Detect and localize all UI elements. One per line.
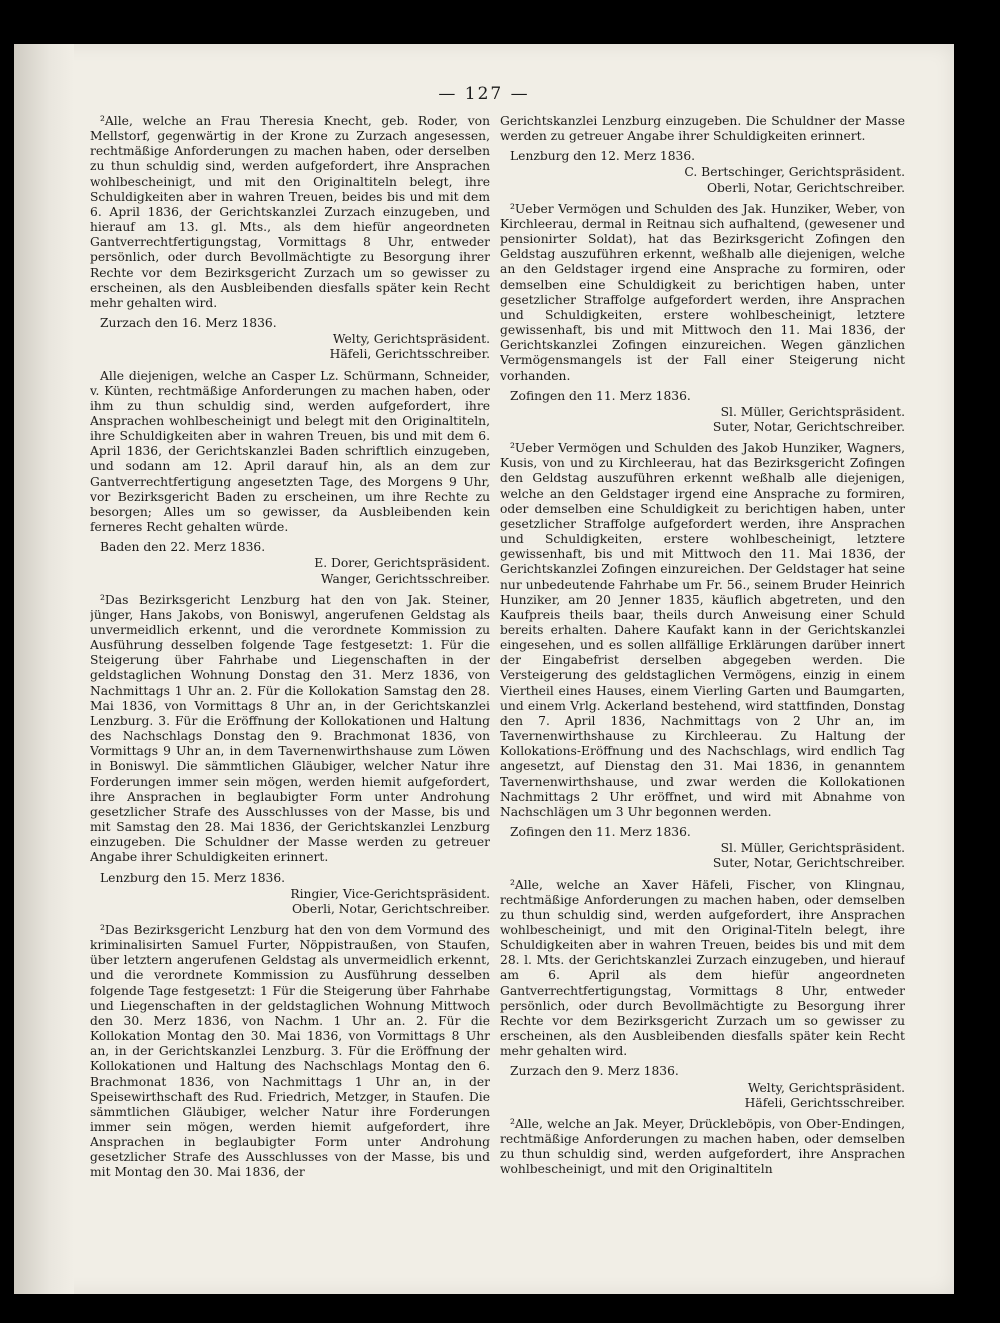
right-column — [500, 114, 905, 1254]
notice-signature: Sl. Müller, Gerichtspräsident. — [720, 841, 905, 856]
notice-signature: Oberli, Notar, Gerichtschreiber. — [291, 901, 490, 916]
notice-signature: Ringier, Vice-Gerichtspräsident. — [290, 886, 490, 901]
notice-signature: Oberli, Notar, Gerichtschreiber. — [706, 180, 905, 195]
notice-text: ²Alle, welche an Frau Theresia Knecht, geb. Roder, von Mellstorf, gegenwärtig in der Krone zu Zurzach angesessen, rechtmäßige Anforderungen zu machen haben, oder derselben zu thun schuldig sind, werden aufgefordert, ihre Ansprachen wohlbescheinigt, und mit den Originaltiteln belegt, ihre Schuldigkeiten aber in wahren Treuen, beides bis und mit dem 6. April 1836, der Gerichtskanzlei Zurzach einzugeben, und hierauf am 13. gl. Mts., als dem hiefür angeordneten Gantverrechtfertigungstag, Vormittags 8 Uhr, entweder persönlich, oder durch Bevollmächtigte zu Besorgung ihrer Rechte vor dem Bezirksgericht Zurzach um so gewisser zu erscheinen, als den Ausbleibenden diesfalls später kein Recht mehr gehalten wird. — [90, 114, 490, 310]
notice-text: ²Ueber Vermögen und Schulden des Jak. Hunziker, Weber, von Kirchleerau, dermal in Reitnau sich aufhaltend, (gewesener und pensionirter Soldat), hat das Bezirksgericht Zofingen den Geldstag auszuführen erkennt, weßhalb alle diejenigen, welche an den Geldstager irgend eine Ansprache zu formiren, oder demselben eine Schuldigkeit zu berichtigen haben, unter gesetzlicher Straffolge aufgefordert werden, ihre Ansprachen und Schuldigkeiten, erstere wohlbescheinigt, letztere gewissenhaft, bis und mit Mittwoch den 11. Mai 1836, der Gerichtskanzlei Zofingen einzureichen. Wegen gänzlichen Vermögensmangels ist der Fall einer Steigerung nicht vorhanden. — [500, 201, 905, 383]
notice-signature: Häfeli, Gerichtsschreiber. — [329, 347, 490, 362]
notice-text: ²Das Bezirksgericht Lenzburg hat den von dem Vormund des kriminalisirten Samuel Furter, Nöppistraußen, von Staufen, über letztern angerufenen Geldstag als unvermeidlich erkennt, und die verordnete Kommission zu Ausführung desselben folgende Tage festgesetzt: 1 Für die Steigerung über Fahrhabe und Liegenschaften in der geldstaglichen Wohnung Mittwoch den 30. Merz 1836, von Nachm. 1 Uhr an. 2. Für die Kollokation Montag den 30. Mai 1836, von Vormittags 8 Uhr an, in der Gerichtskanzlei Lenzburg. 3. Für die Eröffnung der Kollokationen und Haltung des Nachschlags Montag den 6. Brachmonat 1836, von Nachmittags 1 Uhr an, in der Speisewirthschaft des Rud. Friedrich, Metzger, in Staufen. Die sämmtlichen Gläubiger, welcher Natur ihre Forderungen immer sein mögen, werden hiemit aufgefordert, ihre Ansprachen in beglaubigter Form unter Androhung gesetzlicher Strafe des Ausschlusses von der Masse, bis und mit Montag den 30. Mai 1836, der — [90, 922, 490, 1180]
notice-text: ²Alle, welche an Xaver Häfeli, Fischer, von Klingnau, rechtmäßige Anforderungen zu machen haben, oder demselben zu thun schuldig sind, werden aufgefordert, ihre Ansprachen wohlbescheinigt, und mit den Original-Titeln belegt, ihre Schuldigkeiten aber in wahren Treuen, beides bis und mit dem 28. l. Mts. der Gerichtskanzlei Zurzach einzugeben, und hierauf am 6. April als dem hiefür angeordneten Gantverrechtfertigungstag, Vormittags 8 Uhr, entweder persönlich, oder durch Bevollmächtigte zu Besorgung ihrer Rechte vor dem Bezirksgericht Zurzach um so gewisser zu erscheinen, als den Ausbleibenden diesfalls später kein Recht mehr gehalten wird. — [500, 877, 905, 1059]
notice-text: ²Ueber Vermögen und Schulden des Jakob Hunziker, Wagners, Kusis, von und zu Kirchleerau, hat das Bezirksgericht Zofingen den Geldstag auszuführen erkennt weßhalb alle diejenigen, welche an den Geldstager irgend eine Ansprache zu formiren, oder demselben eine Schuldigkeit zu berichtigen haben, unter gesetzlicher Straffolge aufgefordert werden, ihre Ansprachen und Schuldigkeiten, erstere wohlbescheinigt, letztere gewissenhaft, bis und mit Mittwoch den 11. Mai 1836, der Gerichtskanzlei Zofingen einzureichen. Der Geldstager hat seine nur unbedeutende Fahrhabe um Fr. 56., seinem Bruder Heinrich Hunziker, am 20 Jenner 1835, käuflich abgetreten, und den Kaufpreis theils baar, theils durch Anweisung einer Schuld bereits erhalten. Dahere Kaufakt kann in der Gerichtskanzlei eingesehen, und es sollen allfällige Erklärungen darüber innert der Eingabefrist derselben abgegeben werden. Die Versteigerung des geldstaglichen Vermögens, einzig in einem Viertheil eines Hauses, einem Vierling Garten und Baumgarten, und einem Vrlg. Ackerland bestehend, wird stattfinden, Donstag den 7. April 1836, Nachmittags von 2 Uhr an, im Tavernenwirthshause zu Kirchleerau. Zu Haltung der Kollokations-Eröffnung und des Nachschlags, wird endlich Tag angesetzt, auf Dienstag den 31. Mai 1836, in genanntem Tavernenwirthshause, und zwar werden die Kollokationen Nachmittags 2 Uhr eröffnet, und wird mit Abnahme von Nachschlägen um 3 Uhr begonnen werden. — [500, 441, 905, 819]
notice-text: ²Alle, welche an Jak. Meyer, Drückleböpis, von Ober-Endingen, rechtmäßige Anforderungen zu machen haben, oder demselben zu thun schuldig sind, werden aufgefordert, ihre Ansprachen wohlbescheinigt, und mit den Originaltiteln — [500, 1116, 905, 1177]
notice-signature: E. Dorer, Gerichtspräsident. — [314, 556, 490, 571]
notice-signature: C. Bertschinger, Gerichtspräsident. — [684, 165, 905, 180]
notice-signature: Welty, Gerichtspräsident. — [747, 1080, 905, 1095]
left-column — [90, 114, 490, 1254]
notice-text: ²Das Bezirksgericht Lenzburg hat den von Jak. Steiner, jünger, Hans Jakobs, von Boniswyl, angerufenen Geldstag als unvermeidlich erkennt, und die verordnete Kommission zu Ausführung desselben folgende Tage festgesetzt: 1. Für die Steigerung über Fahrhabe und Liegenschaften in der geldstaglichen Wohnung Donstag den 31. Merz 1836, von Nachmittags 1 Uhr an. 2. Für die Kollokation Samstag den 28. Mai 1836, von Vormittags 8 Uhr an, in der Gerichtskanzlei Lenzburg. 3. Für die Eröffnung der Kollokationen und Haltung des Nachschlags Donstag den 9. Brachmonat 1836, von Vormittags 9 Uhr an, in dem Tavernenwirthshause zum Löwen in Boniswyl. Die sämmtlichen Gläubiger, welcher Natur ihre Forderungen immer sein mögen, werden hiemit aufgefordert, ihre Ansprachen in beglaubigter Form unter Androhung gesetzlicher Strafe des Ausschlusses von der Masse, bis und mit Samstag den 28. Mai 1836, der Gerichtskanzlei Lenzburg einzugeben. Die Schuldner der Masse werden zu getreuer Angabe ihrer Schuldigkeiten erinnert. — [90, 592, 490, 865]
notice-dateline: Zurzach den 16. Merz 1836. — [100, 316, 277, 331]
notice-dateline: Lenzburg den 15. Merz 1836. — [100, 870, 286, 885]
page-spine-shadow — [14, 44, 74, 1294]
notice-signature: Sl. Müller, Gerichtspräsident. — [720, 404, 905, 419]
notice-signature: Suter, Notar, Gerichtschreiber. — [712, 419, 905, 434]
notice-dateline: Zurzach den 9. Merz 1836. — [510, 1064, 679, 1079]
notice-signature: Welty, Gerichtspräsident. — [332, 332, 490, 347]
newspaper-page — [14, 44, 954, 1294]
notice-dateline: Zofingen den 11. Merz 1836. — [510, 825, 691, 840]
notice-signature: Suter, Notar, Gerichtschreiber. — [712, 856, 905, 871]
page-number: — 127 — — [438, 84, 530, 104]
notice-signature: Häfeli, Gerichtsschreiber. — [744, 1095, 905, 1110]
notice-dateline: Zofingen den 11. Merz 1836. — [510, 388, 691, 403]
notice-dateline: Lenzburg den 12. Merz 1836. — [510, 149, 696, 164]
notice-dateline: Baden den 22. Merz 1836. — [100, 540, 266, 555]
notice-signature: Wanger, Gerichtsschreiber. — [320, 571, 490, 586]
notice-text: Gerichtskanzlei Lenzburg einzugeben. Die Schuldner der Masse werden zu getreuer Angabe ihrer Schuldigkeiten erinnert. — [500, 114, 905, 144]
notice-text: Alle diejenigen, welche an Casper Lz. Schürmann, Schneider, v. Künten, rechtmäßige Anforderungen zu machen haben, oder ihm zu thun schuldig sind, werden aufgefordert, ihre Ansprachen wohlbescheinigt und belegt mit den Originaltiteln, ihre Schuldigkeiten aber in wahren Treuen, bis und mit dem 6. April 1836, der Gerichtskanzlei Baden schriftlich einzugeben, und sodann am 12. April darauf hin, als an dem zur Gantverrechtfertigung angesetzten Tage, des Morgens 9 Uhr, vor Bezirksgericht Baden zu erscheinen, um ihre Rechte zu besorgen; Alles um so gewisser, da Ausbleibenden kein ferneres Recht gehalten würde. — [90, 368, 490, 535]
